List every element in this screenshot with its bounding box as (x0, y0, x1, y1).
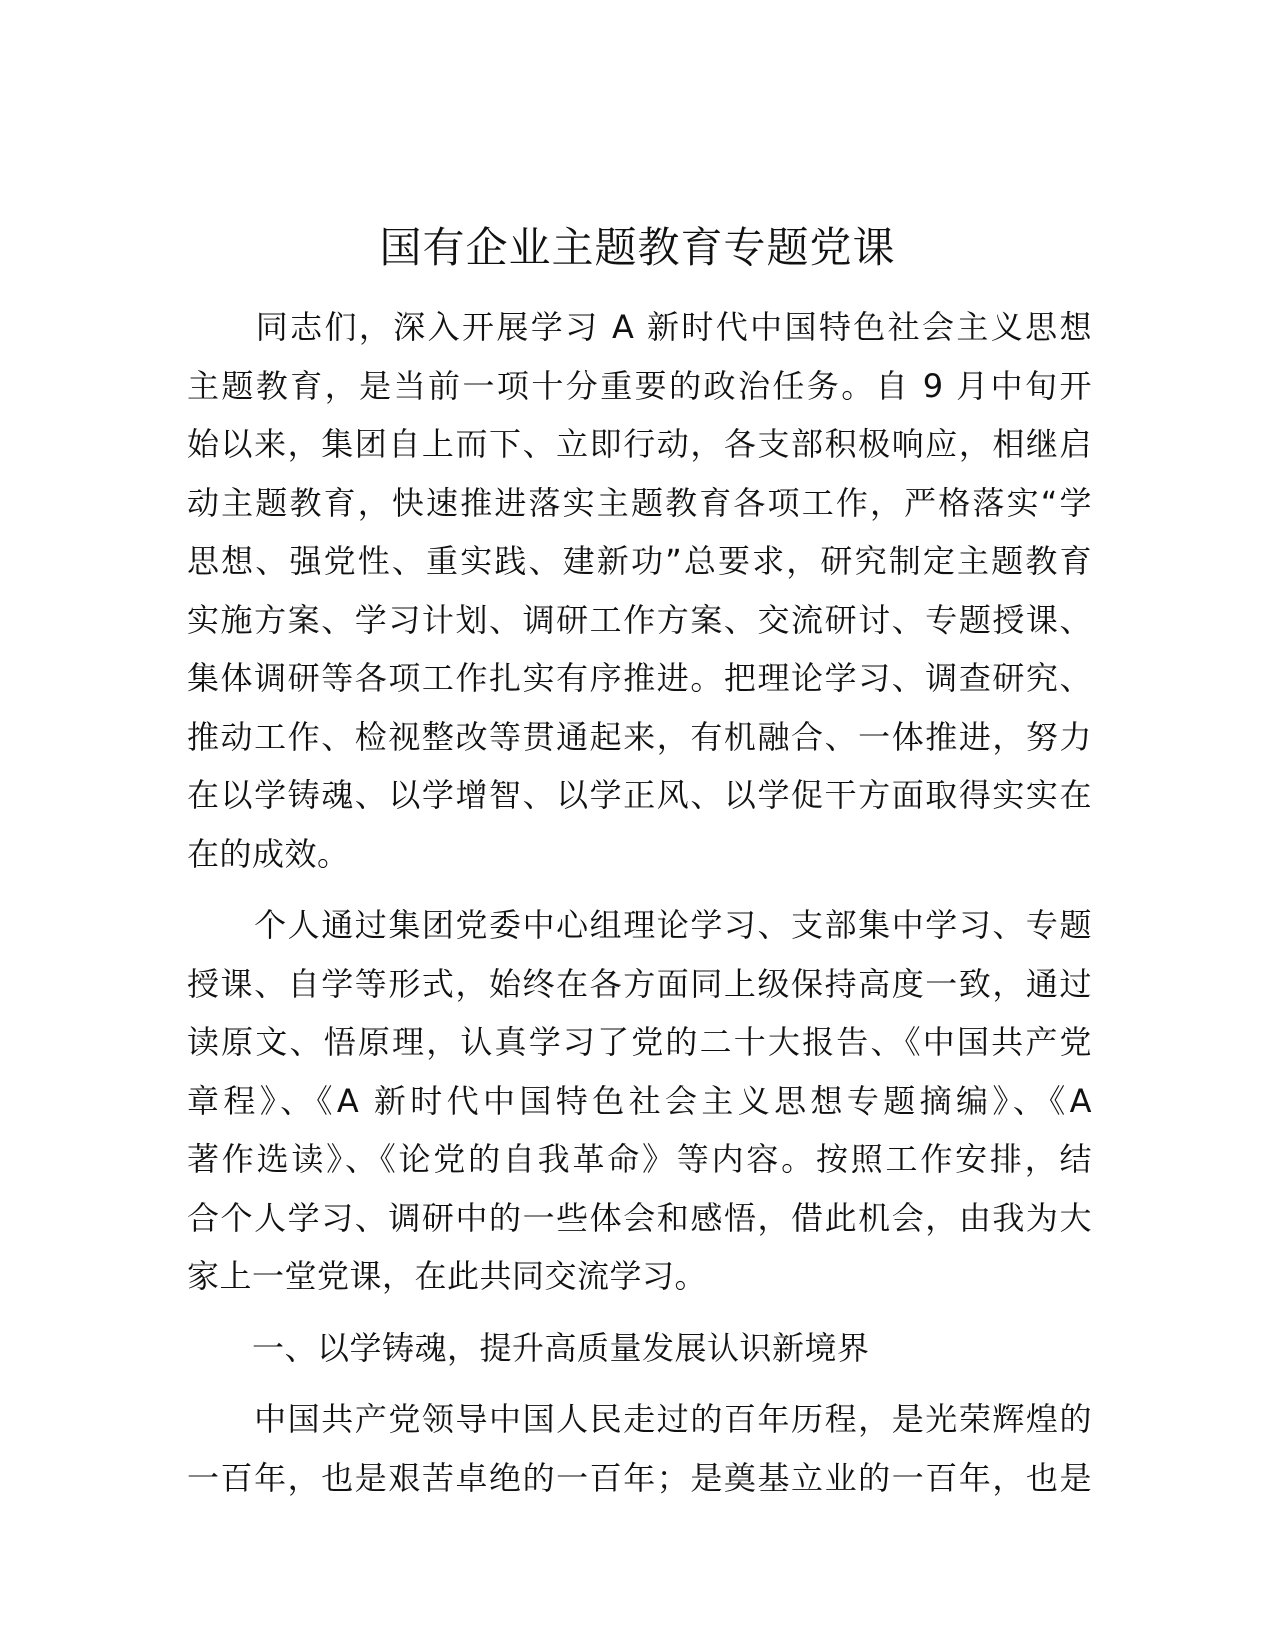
text-line: 一、以学铸魂，提升高质量发展认识新境界 (187, 1328, 870, 1367)
text-line: 读原文、悟原理，认真学习了党的二十大报告、《中国共产党 (187, 1023, 1092, 1061)
text-line: 同志们，深入开展学习 A 新时代中国特色社会主义思想 (187, 308, 1092, 346)
page-title: 国有企业主题教育专题党课 (379, 223, 896, 272)
text-line: 中国共产党领导中国人民走过的百年历程，是光荣辉煌的 (187, 1400, 1092, 1438)
text-line: 集体调研等各项工作扎实有序推进。把理论学习、调查研究、 (187, 659, 1092, 697)
text-line: 在的成效。 (187, 834, 350, 873)
text-line: 合个人学习、调研中的一些体会和感悟，借此机会，由我为大 (187, 1198, 1092, 1237)
text-line: 授课、自学等形式，始终在各方面同上级保持高度一致，通过 (187, 964, 1092, 1003)
text-line: 个人通过集团党委中心组理论学习、支部集中学习、专题 (187, 906, 1092, 944)
paragraph-history (187, 1390, 1092, 1507)
text-line: 家上一堂党课，在此共同交流学习。 (187, 1257, 708, 1295)
paragraph-personal-study (187, 896, 1092, 1306)
text-line: 章程》、《A 新时代中国特色社会主义思想专题摘编》、《A (187, 1081, 1092, 1120)
text-line: 思想、强党性、重实践、建新功”总要求，研究制定主题教育 (187, 542, 1092, 580)
section-heading (187, 1319, 1092, 1378)
text-line: 著作选读》、《论党的自我革命》等内容。按照工作安排，结 (187, 1140, 1092, 1178)
text-line: 主题教育，是当前一项十分重要的政治任务。自 9 月中旬开 (187, 366, 1092, 405)
text-line: 始以来，集团自上而下、立即行动，各支部积极响应，相继启 (187, 425, 1092, 463)
text-line: 在以学铸魂、以学增智、以学正风、以学促干方面取得实实在 (187, 776, 1092, 814)
paragraph-intro (187, 298, 1092, 883)
document-body (187, 298, 1092, 1507)
text-line: 推动工作、检视整改等贯通起来，有机融合、一体推进，努力 (187, 717, 1092, 756)
text-line: 一百年，也是艰苦卓绝的一百年；是奠基立业的一百年，也是 (187, 1458, 1092, 1497)
text-line: 动主题教育，快速推进落实主题教育各项工作，严格落实“学 (187, 483, 1092, 522)
text-line: 实施方案、学习计划、调研工作方案、交流研讨、专题授课、 (187, 600, 1092, 639)
